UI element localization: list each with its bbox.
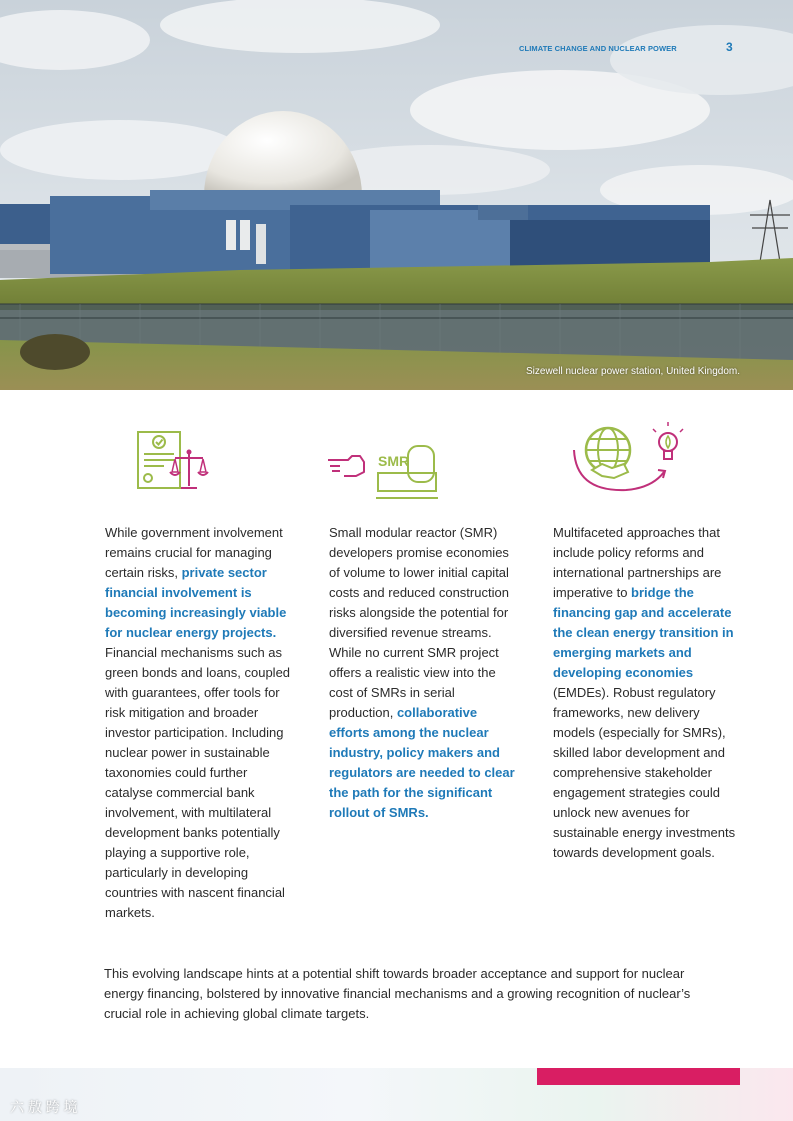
summary-paragraph: This evolving landscape hints at a potential shift towards broader acceptance and support for nuclear energy financing, bolstered by innovative financial mechanisms and a growing recognition of nuclear’s crucial role in achieving global climate targets. xyxy=(104,966,691,1021)
power-station-photo xyxy=(0,0,793,390)
column-text: While government involvement remains crucial for managing certain risks, xyxy=(105,525,283,580)
section-title: CLIMATE CHANGE AND NUCLEAR POWER xyxy=(519,44,677,53)
hand-pointing-smr-icon xyxy=(326,440,444,509)
column-highlight: collaborative efforts among the nuclear industry, policy makers and regulators are needed to clear the path for the significant rollout of SMRs. xyxy=(329,705,515,820)
column-emdes xyxy=(553,523,745,863)
column-text: (EMDEs). Robust regulatory frameworks, new delivery models (especially for SMRs), skilled labor development and comprehensive stakeholder engagement strategies could unlock new avenues for sustainable energy investments towards development goals. xyxy=(553,685,736,860)
watermark: 六 敖 跨 境 xyxy=(10,1099,78,1115)
footer-accent-bar xyxy=(537,1068,740,1085)
certificate-scales-icon xyxy=(134,428,214,503)
photo-caption: Sizewell nuclear power station, United Kingdom. xyxy=(526,366,740,377)
column-text: Small modular reactor (SMR) developers promise economies of volume to lower initial capital costs and reduced construction risks alongside the potential for diversified revenue streams. While no current SMR project offers a realistic view into the cost of SMRs in serial production, xyxy=(329,525,509,720)
column-highlight: private sector financial involvement is becoming increasingly viable for nuclear energy projects. xyxy=(105,565,287,640)
column-text: Financial mechanisms such as green bonds and loans, coupled with guarantees, offer tools for risk mitigation and broader investor participation. Including nuclear power in sustainable taxonomies could further catalyse commercial bank involvement, with multilateral development banks potentially playing a supportive role, particularly in developing countries with nascent financial markets. xyxy=(105,645,291,920)
column-private-finance xyxy=(105,523,297,923)
globe-handshake-lightbulb-icon xyxy=(568,420,690,501)
smr-label: SMR xyxy=(378,453,410,469)
column-smr xyxy=(329,523,521,823)
page-number: 3 xyxy=(726,40,733,54)
column-highlight: bridge the financing gap and accelerate the clean energy transition in emerging markets and developing economies xyxy=(553,585,734,680)
column-text: Multifaceted approaches that include policy reforms and international partnerships are imperative to xyxy=(553,525,722,600)
